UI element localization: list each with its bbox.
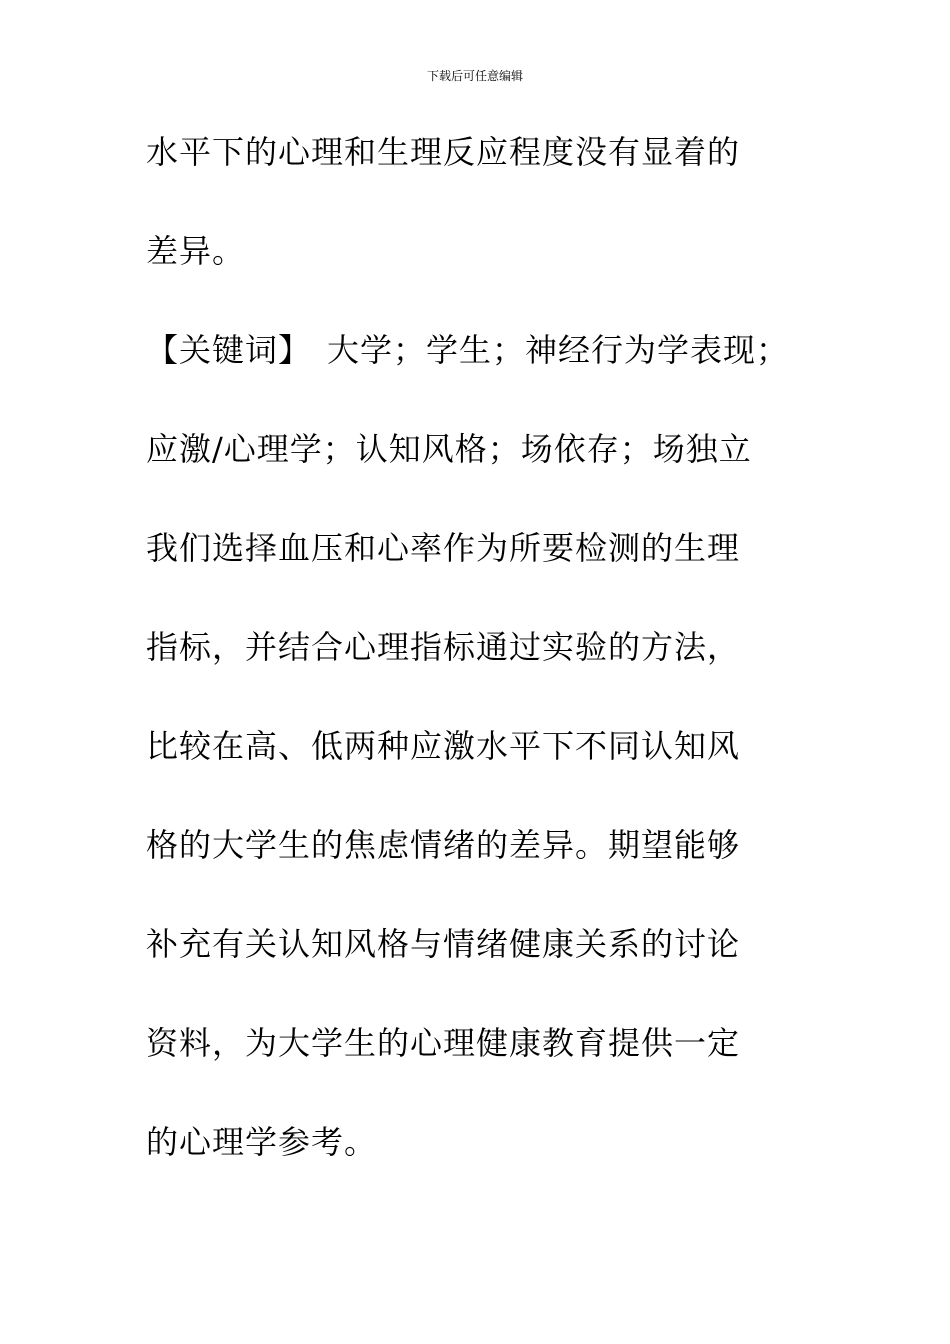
- text-line: 资料，为大学生的心理健康教育提供一定: [146, 1024, 741, 1062]
- text-line: 水平下的心理和生理反应程度没有显着的: [146, 133, 741, 171]
- text-line: 比较在高、低两种应激水平下不同认知风: [146, 727, 741, 765]
- keywords-label: 【关键词】: [146, 331, 312, 369]
- keywords-terms: 大学；学生；神经行为学表现；: [327, 331, 790, 369]
- text-line: 格的大学生的焦虑情绪的差异。期望能够: [146, 826, 741, 864]
- text-line: 我们选择血压和心率作为所要检测的生理: [146, 529, 741, 567]
- text-line: 差异。: [146, 232, 246, 270]
- text-line: 指标，并结合心理指标通过实验的方法，: [146, 628, 741, 666]
- text-line: 的心理学参考。: [146, 1123, 378, 1161]
- keywords-line: [146, 320, 846, 419]
- keywords-line-continued: 应激/心理学；认知风格；场依存；场独立: [146, 430, 752, 468]
- text-line: 补充有关认知风格与情绪健康关系的讨论: [146, 925, 741, 963]
- header-note: 下载后可任意编辑: [426, 69, 523, 83]
- document-body: [146, 122, 846, 1211]
